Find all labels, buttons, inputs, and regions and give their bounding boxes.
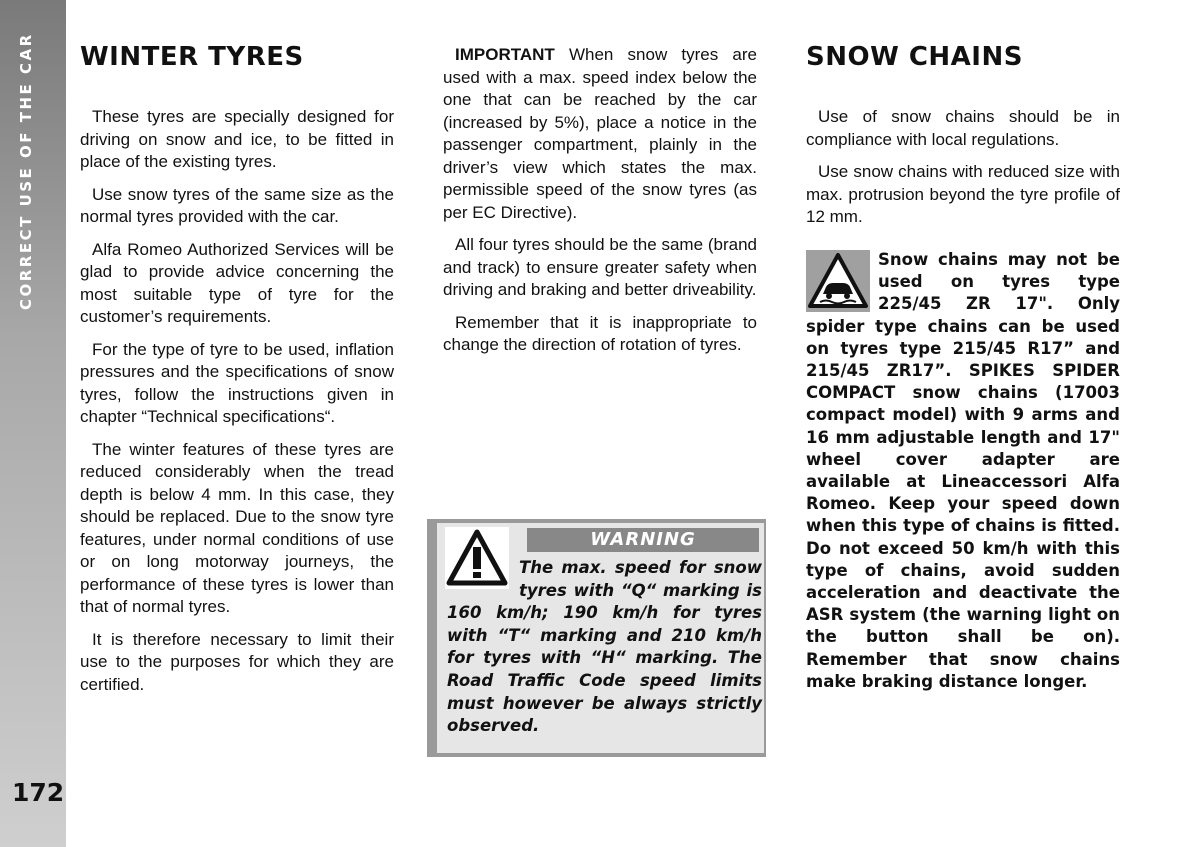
- paragraph: These tyres are specially designed for driving on snow and ice, to be fitted in place of the existing tyres.: [80, 107, 394, 171]
- paragraph: It is therefore necessary to limit their use to the purposes for which they are certified.: [80, 629, 394, 694]
- snow-chains-caution: [806, 249, 1120, 693]
- warning-inner: [437, 523, 764, 753]
- paragraph: Use snow tyres of the same size as the normal tyres provided with the car.: [80, 184, 394, 226]
- sidebar: [0, 0, 66, 847]
- middle-column: [443, 44, 757, 367]
- important-label: IMPORTANT: [455, 45, 555, 64]
- paragraph: For the type of tyre to be used, inflation pressures and the specifications of snow tyres, follow the instructions given in chapter “Technical specifications“.: [80, 339, 394, 426]
- paragraph: The winter features of these tyres are reduced considerably when the tread depth is below 4 mm. In this case, they should be replaced. Due to the snow tyre features, under normal conditions of use or on long motorway journeys, the performance of these tyres is lower than that of normal tyres.: [80, 439, 394, 616]
- warning-header: WARNING: [527, 528, 759, 552]
- section-title-vertical: CORRECT USE OF THE CAR: [17, 32, 35, 310]
- caution-body: Snow chains may not be used on tyres type 225/45 ZR 17". Only spider type chains can be used on tyres type 215/45 R17” and 215/45 ZR17”. SPIKES SPIDER COMPACT snow chains (17003 compact model) with 9 arms and 16 mm adjustable length and 17" wheel cover adapter are available at Lineaccessori Alfa Romeo. Keep your speed down when this type of chains is fitted. Do not exceed 50 km/h with this type of chains, avoid sudden acceleration and deactivate the ASR system (the warning light on the button shall be on). Remember that snow chains make braking distance longer.: [806, 250, 1120, 691]
- paragraph: Remember that it is inappropriate to change the direction of rotation of tyres.: [443, 312, 757, 354]
- paragraph: Use snow chains with reduced size with max. protrusion beyond the tyre profile of 12 mm.: [806, 162, 1120, 226]
- warning-body: The max. speed for snow tyres with “Q“ marking is 160 km/h; 190 km/h for tyres with “T“ marking and 210 km/h for tyres with “H“ marking. The Road Traffic Code speed limits must however be always strictly observed.: [447, 558, 762, 736]
- snow-chains-title: SNOW CHAINS: [806, 42, 1023, 72]
- paragraph: Use of snow chains should be in compliance with local regulations.: [806, 107, 1120, 149]
- winter-tyres-body: [80, 106, 394, 706]
- icon-spacer: [447, 557, 519, 601]
- page-number: 172: [12, 778, 65, 807]
- slippery-car-icon: [806, 250, 870, 312]
- warning-text: [447, 557, 762, 738]
- snow-chains-body: [806, 106, 1120, 239]
- paragraph: All four tyres should be the same (brand and track) to ensure greater safety when driving and braking and better driveability.: [443, 235, 757, 299]
- important-text: When snow tyres are used with a max. speed index below the one that can be reached by the car (increased by 5%), place a notice in the passenger compartment, plainly in the driver’s view which states the max. permissible speed of the snow tyres (as per EC Directive).: [443, 45, 757, 222]
- winter-tyres-title: WINTER TYRES: [80, 42, 304, 72]
- warning-box: [427, 519, 766, 757]
- paragraph: Alfa Romeo Authorized Services will be glad to provide advice concerning the most suitable type of tyre for the customer’s requirements.: [80, 239, 394, 326]
- important-note: [443, 44, 757, 224]
